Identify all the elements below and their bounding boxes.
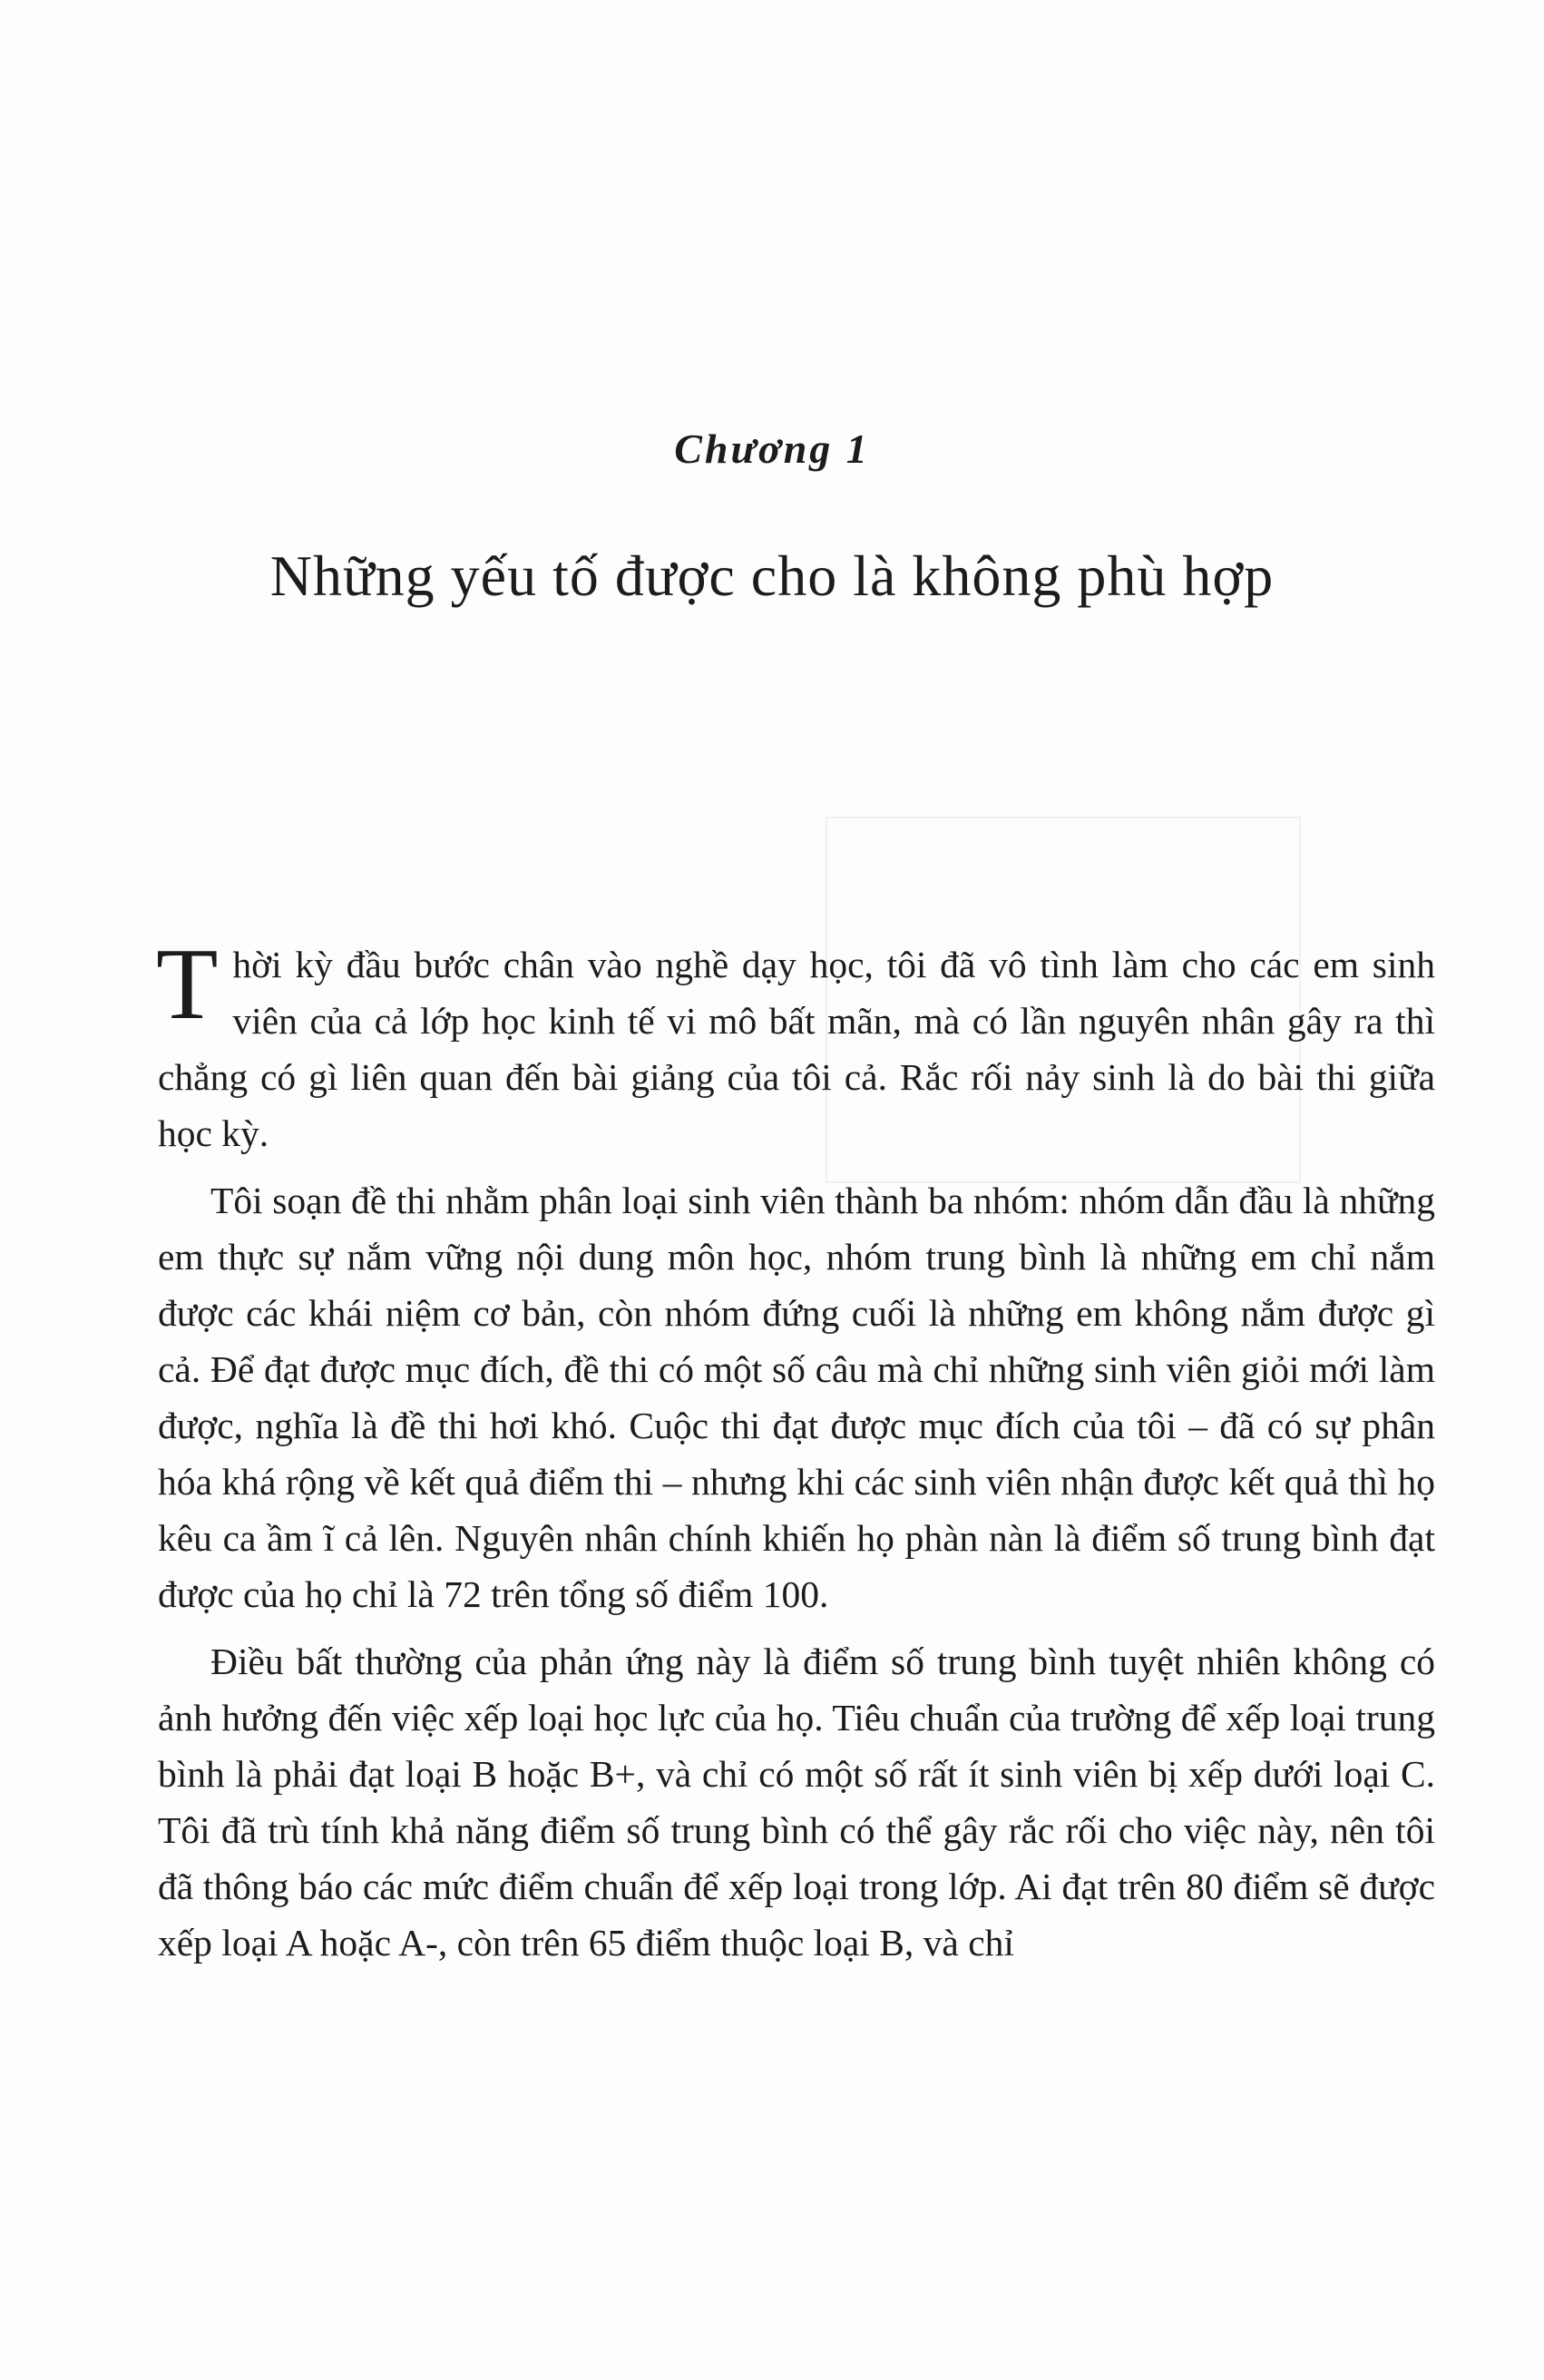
chapter-title: Những yếu tố được cho là không phù hợp: [269, 544, 1275, 608]
paragraph: [158, 1172, 1435, 1622]
drop-cap: T: [156, 928, 219, 1041]
chapter-body: [156, 928, 1435, 1982]
paragraph: [158, 1633, 1435, 1971]
paragraph-text: Tôi soạn đề thi nhằm phân loại sinh viên thành ba nhóm: nhóm dẫn đầu là những em thực sự nắm vững nội dung môn học, nhóm trung bình là những em chỉ nắm được các khái niệm cơ bản, còn nhóm đứng cuối là những em không nắm được gì cả. Để đạt được mục đích, đề thi có một số câu mà chỉ những sinh viên giỏi mới làm được, nghĩa là đề thi hơi khó. Cuộc thi đạt được mục đích của tôi – đã có sự phân hóa khá rộng về kết quả điểm thi – nhưng khi các sinh viên nhận được kết quả thì họ kêu ca ầm ĩ cả lên. Nguyên nhân chính khiến họ phàn nàn là điểm số trung bình đạt được của họ chỉ là 72 trên tổng số điểm 100.: [158, 1180, 1435, 1615]
chapter-label: Chương 1: [674, 426, 870, 472]
paragraph-text: Điều bất thường của phản ứng này là điểm số trung bình tuyệt nhiên không có ảnh hưởng đến việc xếp loại học lực của họ. Tiêu chuẩn của trường để xếp loại trung bình là phải đạt loại B hoặc B+, và chỉ có một số rất ít sinh viên bị xếp dưới loại C. Tôi đã trù tính khả năng điểm số trung bình có thể gây rắc rối cho việc này, nên tôi đã thông báo các mức điểm chuẩn để xếp loại trong lớp. Ai đạt trên 80 điểm sẽ được xếp loại A hoặc A-, còn trên 65 điểm thuộc loại B, và chỉ: [158, 1641, 1435, 1964]
paragraph: [156, 928, 1435, 1161]
paragraph-text: hời kỳ đầu bước chân vào nghề dạy học, tôi đã vô tình làm cho các em sinh viên của cả lớp học kinh tế vi mô bất mãn, mà có lần nguyên nhân gây ra thì chẳng có gì liên quan đến bài giảng của tôi cả. Rắc rối nảy sinh là do bài thi giữa học kỳ.: [158, 944, 1435, 1154]
